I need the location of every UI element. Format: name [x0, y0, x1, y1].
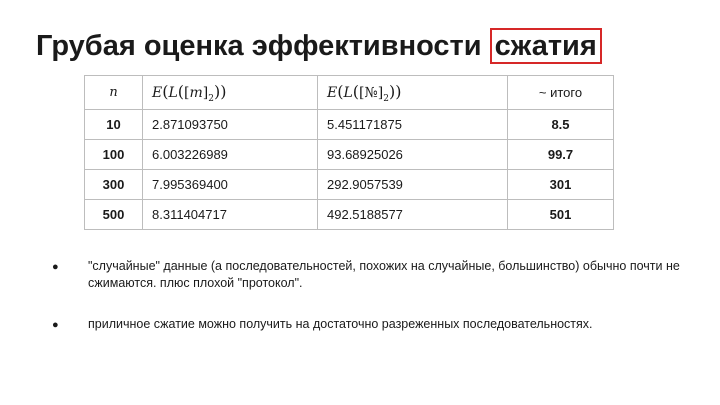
cell-n: 10 [85, 110, 143, 140]
cell-b: 93.68925026 [318, 140, 508, 170]
efficiency-table [84, 75, 614, 230]
bullet-dot-icon: ● [52, 261, 59, 273]
header-total: ~ итого [508, 76, 614, 110]
bullet-list [52, 258, 692, 357]
slide-title [36, 28, 602, 64]
slide-title-highlight: сжатия [490, 28, 602, 64]
cell-b: 5.451171875 [318, 110, 508, 140]
cell-a: 8.311404717 [143, 200, 318, 230]
slide-title-main: Грубая оценка эффективности [36, 30, 482, 62]
cell-a: 7.995369400 [143, 170, 318, 200]
cell-b: 492.5188577 [318, 200, 508, 230]
header-n: n [85, 76, 143, 110]
bullet-text: "случайные" данные (а последовательностей, похожих на случайные, большинство) обычно почти не сжимаются. плюс плохой "протокол". [88, 259, 680, 290]
table-row [85, 110, 614, 140]
cell-a: 2.871093750 [143, 110, 318, 140]
cell-total: 501 [508, 200, 614, 230]
cell-b: 292.9057539 [318, 170, 508, 200]
formula-expected-length-number: $E(L([№]_2))$ [327, 81, 402, 104]
header-expected-length-m [143, 76, 318, 110]
table-row [85, 140, 614, 170]
cell-total: 99.7 [508, 140, 614, 170]
cell-n: 300 [85, 170, 143, 200]
table-header-row [85, 76, 614, 110]
bullet-dot-icon: ● [52, 319, 59, 331]
cell-n: 100 [85, 140, 143, 170]
cell-total: 301 [508, 170, 614, 200]
cell-a: 6.003226989 [143, 140, 318, 170]
table-row [85, 200, 614, 230]
header-expected-length-number [318, 76, 508, 110]
cell-total: 8.5 [508, 110, 614, 140]
formula-expected-length-m: $E(L([m]_2))$ [152, 81, 227, 104]
cell-n: 500 [85, 200, 143, 230]
list-item [52, 316, 692, 333]
table-row [85, 170, 614, 200]
bullet-text: приличное сжатие можно получить на достаточно разреженных последовательностях. [88, 317, 593, 331]
list-item [52, 258, 692, 292]
